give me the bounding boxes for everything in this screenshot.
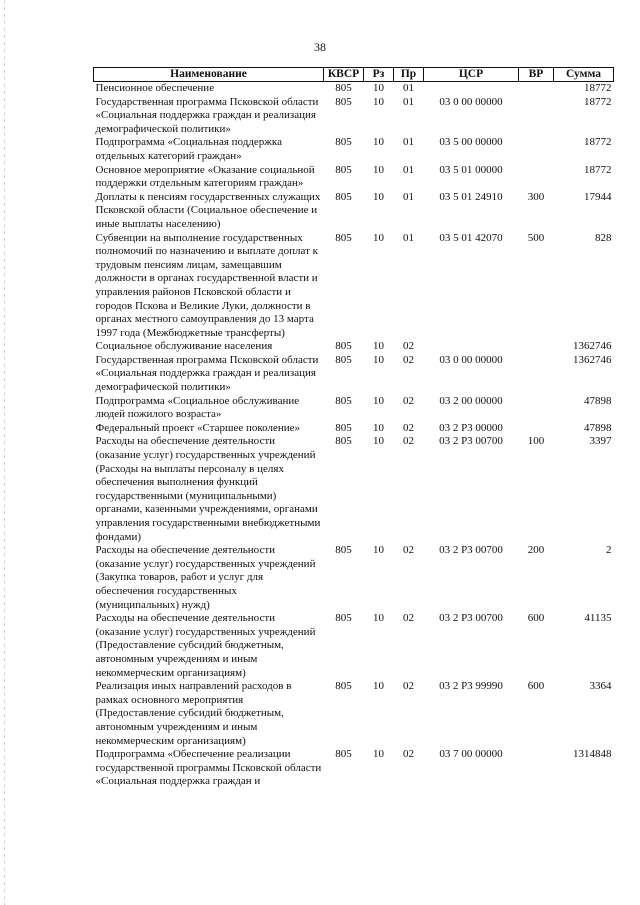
row-kvsr: 805	[335, 544, 352, 557]
row-kvsr: 805	[335, 748, 352, 761]
row-vr	[519, 82, 554, 96]
table-body	[94, 82, 614, 789]
row-sum: 17944	[584, 190, 612, 203]
row-sum: 3364	[589, 680, 612, 693]
row-sum: 3397	[589, 435, 612, 448]
row-csr: 03 2 P3 99990	[439, 680, 503, 693]
row-kvsr: 805	[335, 612, 352, 625]
row-name: Подпрограмма «Социальная поддержка отдельных категорий граждан»	[95, 136, 282, 162]
row-pr: 01	[403, 163, 414, 176]
row-csr: 03 0 00 00000	[439, 95, 503, 108]
row-sum: 828	[595, 231, 612, 244]
row-pr: 01	[403, 231, 414, 244]
header-pr: Пр	[394, 68, 424, 82]
table-row	[94, 191, 614, 232]
table-row	[94, 395, 614, 422]
row-rz: 10	[373, 612, 384, 625]
page-number: 38	[314, 40, 326, 54]
row-rz: 10	[373, 136, 384, 149]
row-vr	[519, 96, 554, 137]
row-name: Государственная программа Псковской области «Социальная поддержка граждан и реализация демографической политики»	[95, 95, 319, 135]
row-kvsr: 805	[335, 435, 352, 448]
budget-table	[93, 67, 614, 789]
table-header-row	[94, 68, 614, 82]
row-csr: 03 2 P3 00700	[439, 612, 503, 625]
row-name: Подпрограмма «Обеспечение реализации государственной программы Псковской области «Социальная поддержка граждан и	[95, 748, 322, 788]
row-csr	[424, 340, 519, 354]
row-name: Расходы на обеспечение деятельности (оказание услуг) государственных учреждений (Закупка товаров, работ и услуг для обеспечения государственных (муниципальных) нужд)	[95, 544, 316, 611]
row-pr: 02	[403, 340, 414, 353]
row-pr: 02	[403, 435, 414, 448]
row-pr: 02	[403, 612, 414, 625]
row-pr: 01	[403, 190, 414, 203]
row-kvsr: 805	[335, 340, 352, 353]
row-csr: 03 5 01 42070	[439, 231, 503, 244]
row-kvsr: 805	[335, 353, 352, 366]
table-row	[94, 136, 614, 163]
row-rz: 10	[373, 82, 384, 94]
row-rz: 10	[373, 353, 384, 366]
row-rz: 10	[373, 231, 384, 244]
row-kvsr: 805	[335, 394, 352, 407]
row-sum: 18772	[584, 82, 612, 94]
row-vr: 300	[527, 190, 545, 203]
row-pr: 02	[403, 544, 414, 557]
row-vr: 100	[527, 435, 545, 448]
row-sum: 18772	[584, 95, 612, 108]
row-csr: 03 7 00 00000	[439, 748, 503, 761]
row-vr	[519, 340, 554, 354]
row-kvsr: 805	[335, 82, 352, 94]
scan-edge-mark	[4, 0, 5, 905]
row-name: Социальное обслуживание населения	[95, 340, 273, 353]
table-row	[94, 544, 614, 612]
header-rz: Рз	[364, 68, 394, 82]
row-pr: 01	[403, 82, 414, 94]
row-csr: 03 5 01 24910	[439, 190, 503, 203]
row-vr	[519, 748, 554, 789]
row-kvsr: 805	[335, 163, 352, 176]
row-pr: 01	[403, 95, 414, 108]
row-csr: 03 2 P3 00000	[439, 421, 503, 434]
row-pr: 02	[403, 748, 414, 761]
row-csr: 03 2 00 00000	[439, 394, 503, 407]
row-kvsr: 805	[335, 95, 352, 108]
table-row	[94, 96, 614, 137]
row-kvsr: 805	[335, 421, 352, 434]
row-rz: 10	[373, 190, 384, 203]
row-pr: 02	[403, 680, 414, 693]
row-vr	[519, 136, 554, 163]
row-rz: 10	[373, 421, 384, 434]
row-rz: 10	[373, 95, 384, 108]
row-sum: 1362746	[573, 353, 612, 366]
table-row	[94, 435, 614, 544]
row-rz: 10	[373, 163, 384, 176]
row-csr: 03 5 00 00000	[439, 136, 503, 149]
row-name: Расходы на обеспечение деятельности (оказание услуг) государственных учреждений (Расходы на выплаты персоналу в целях обеспечения выполнения функций государственными (муниципальными) органами, казенными учреждениями, органами управления государственными внебюджетными фондами)	[95, 435, 321, 543]
row-csr: 03 2 P3 00700	[439, 544, 503, 557]
row-csr: 03 0 00 00000	[439, 353, 503, 366]
row-vr: 500	[527, 231, 545, 244]
row-rz: 10	[373, 748, 384, 761]
row-sum: 41135	[584, 612, 612, 625]
row-csr: 03 2 P3 00700	[439, 435, 503, 448]
table-row	[94, 164, 614, 191]
row-sum: 2	[606, 544, 612, 557]
row-pr: 02	[403, 353, 414, 366]
row-kvsr: 805	[335, 231, 352, 244]
header-csr: ЦСР	[424, 68, 519, 82]
header-sum: Сумма	[554, 68, 614, 82]
row-name: Основное мероприятие «Оказание социальной поддержки отдельным категориям граждан»	[95, 163, 315, 190]
row-sum: 18772	[584, 163, 612, 176]
row-pr: 01	[403, 136, 414, 149]
row-sum: 18772	[584, 136, 612, 149]
header-kvsr: КВСР	[324, 68, 364, 82]
row-vr: 200	[527, 544, 545, 557]
row-name: Реализация иных направлений расходов в рамках основного мероприятия (Предоставление субсидий бюджетным, автономным учреждениям и иным некоммерческим организациям)	[95, 680, 292, 747]
table-row	[94, 748, 614, 789]
header-name: Наименование	[94, 68, 324, 82]
row-vr	[519, 422, 554, 436]
row-sum: 47898	[584, 394, 612, 407]
row-sum: 1362746	[573, 340, 612, 353]
row-vr	[519, 164, 554, 191]
row-kvsr: 805	[335, 680, 352, 693]
row-sum: 1314848	[573, 748, 612, 761]
row-rz: 10	[373, 340, 384, 353]
row-rz: 10	[373, 680, 384, 693]
row-kvsr: 805	[335, 190, 352, 203]
row-rz: 10	[373, 435, 384, 448]
row-rz: 10	[373, 394, 384, 407]
table-row	[94, 82, 614, 96]
row-name: Пенсионное обеспечение	[95, 82, 215, 94]
row-name: Подпрограмма «Социальное обслуживание людей пожилого возраста»	[95, 394, 300, 421]
row-name: Доплаты к пенсиям государственных служащих Псковской области (Социальное обеспечение и иные выплаты населению)	[95, 190, 321, 230]
row-sum: 47898	[584, 421, 612, 434]
table-row	[94, 354, 614, 395]
row-vr: 600	[527, 612, 545, 625]
table-row	[94, 232, 614, 341]
row-rz: 10	[373, 544, 384, 557]
table-row	[94, 422, 614, 436]
row-name: Государственная программа Псковской области «Социальная поддержка граждан и реализация демографической политики»	[95, 353, 319, 394]
row-pr: 02	[403, 421, 414, 434]
row-pr: 02	[403, 394, 414, 407]
row-name: Субвенции на выполнение государственных полномочий по назначению и выплате доплат к трудовым пенсиям лицам, замещавшим должности в органах государственной власти и управления районов Псковской области и городов Пскова и Великие Луки, должности в органах местного самоуправления до 13 марта 1997 года (Межбюджетные трансферты)	[95, 231, 318, 339]
row-vr	[519, 395, 554, 422]
table-row	[94, 680, 614, 748]
row-name: Федеральный проект «Старшее поколение»	[95, 421, 301, 434]
table-row	[94, 340, 614, 354]
row-csr	[424, 82, 519, 96]
table-row	[94, 612, 614, 680]
row-kvsr: 805	[335, 136, 352, 149]
row-vr: 600	[527, 680, 545, 693]
row-vr	[519, 354, 554, 395]
header-vr: ВР	[519, 68, 554, 82]
row-csr: 03 5 01 00000	[439, 163, 503, 176]
row-name: Расходы на обеспечение деятельности (оказание услуг) государственных учреждений (Предоставление субсидий бюджетным, автономным учреждениям и иным некоммерческим организациям)	[95, 612, 316, 679]
